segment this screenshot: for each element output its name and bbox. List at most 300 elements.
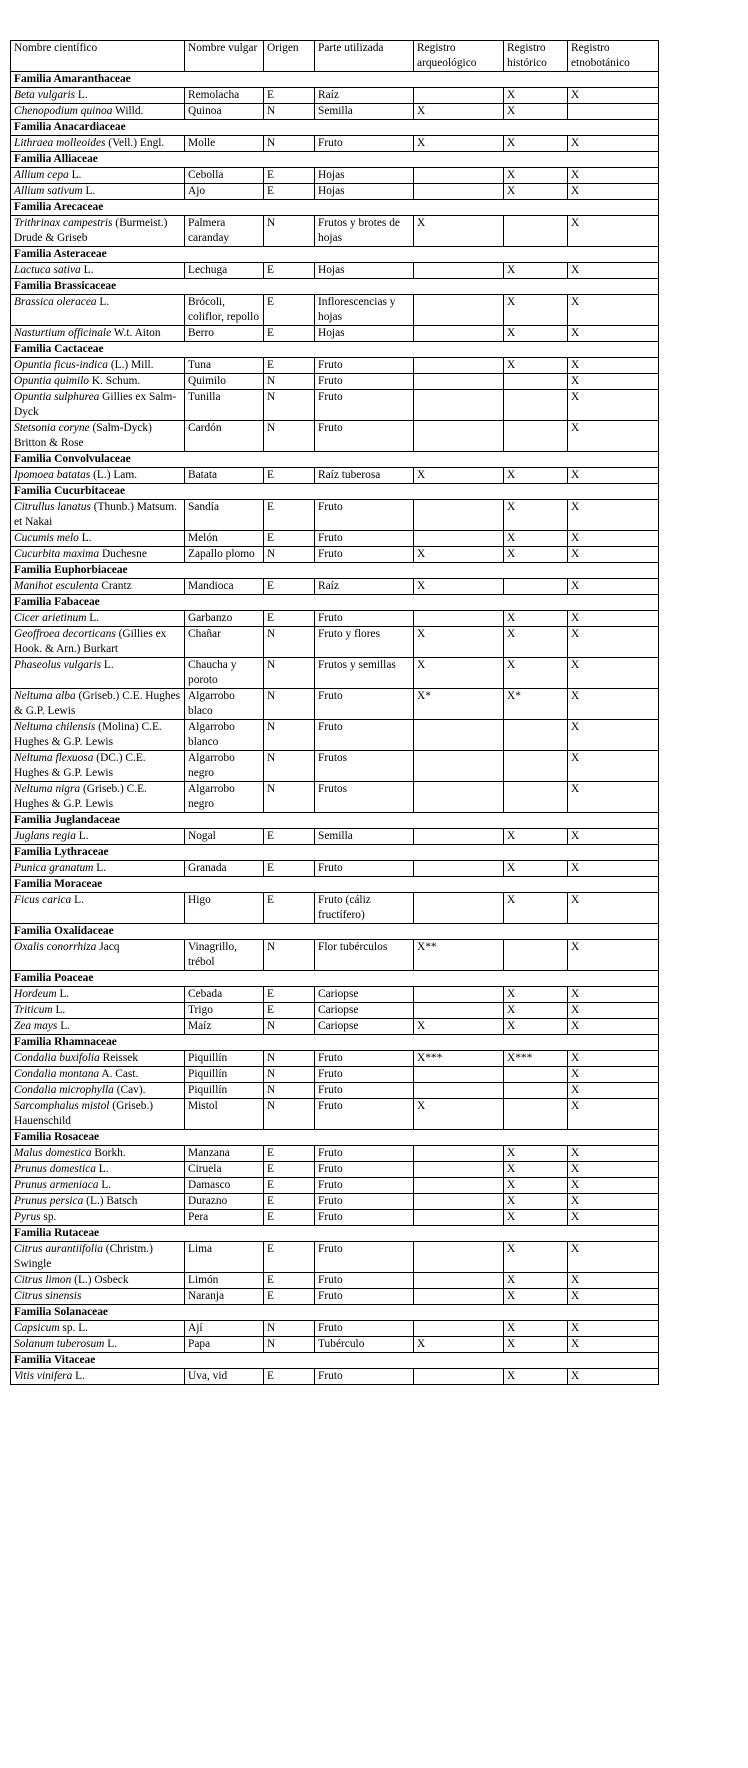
ethnobotanical-record: X (568, 547, 659, 563)
archaeological-record: X (414, 468, 504, 484)
family-name: Familia Asteraceae (11, 247, 659, 263)
ethnobotanical-record: X (568, 1210, 659, 1226)
author-name: L. (98, 1179, 112, 1191)
historical-record (504, 579, 568, 595)
scientific-name-cell (11, 1003, 185, 1019)
common-name: Lima (185, 1242, 264, 1273)
part-used: Fruto (315, 531, 414, 547)
table-row (11, 1273, 659, 1289)
table-row (11, 782, 659, 813)
family-name: Familia Vitaceae (11, 1353, 659, 1369)
origin: E (264, 1178, 315, 1194)
historical-record: X (504, 1146, 568, 1162)
common-name: Maíz (185, 1019, 264, 1035)
author-name: Reissek (99, 1052, 139, 1064)
author-name: A. Cast. (99, 1068, 139, 1080)
common-name: Trigo (185, 1003, 264, 1019)
common-name: Berro (185, 326, 264, 342)
ethnobotanical-record: X (568, 829, 659, 845)
scientific-name-cell (11, 689, 185, 720)
scientific-name-cell (11, 1146, 185, 1162)
origin: E (264, 829, 315, 845)
scientific-name-cell (11, 1210, 185, 1226)
scientific-name: Vitis vinifera (14, 1370, 73, 1382)
ethnobotanical-record: X (568, 1242, 659, 1273)
table-row (11, 1099, 659, 1130)
origin: N (264, 658, 315, 689)
ethnobotanical-record: X (568, 263, 659, 279)
part-used: Fruto (315, 1242, 414, 1273)
archaeological-record: X (414, 136, 504, 152)
scientific-name: Cucumis melo (14, 532, 79, 544)
origin: N (264, 720, 315, 751)
part-used: Fruto (315, 358, 414, 374)
scientific-name-cell (11, 940, 185, 971)
author-name: L. (57, 1020, 70, 1032)
common-name: Piquillín (185, 1067, 264, 1083)
ethnobotanical-record: X (568, 1067, 659, 1083)
historical-record (504, 421, 568, 452)
author-name: L. (75, 89, 88, 101)
part-used: Fruto (cáliz fructífero) (315, 893, 414, 924)
part-used: Fruto (315, 689, 414, 720)
archaeological-record: X*** (414, 1051, 504, 1067)
family-row (11, 563, 659, 579)
scientific-name: Opuntia sulphurea (14, 391, 100, 403)
author-name: Gillies ex Salm-Dyck (14, 391, 177, 418)
archaeological-record (414, 1162, 504, 1178)
header-cell: Registro etnobotánico (568, 41, 659, 72)
table-row (11, 1003, 659, 1019)
table-row (11, 611, 659, 627)
archaeological-record (414, 531, 504, 547)
archaeological-record (414, 1178, 504, 1194)
author-name: sp. (40, 1211, 57, 1223)
part-used: Fruto (315, 1289, 414, 1305)
common-name: Cebada (185, 987, 264, 1003)
scientific-name-cell (11, 547, 185, 563)
ethnobotanical-record: X (568, 1289, 659, 1305)
family-name: Familia Lythraceae (11, 845, 659, 861)
scientific-name: Geoffroea decorticans (14, 628, 116, 640)
table-row (11, 468, 659, 484)
scientific-name-cell (11, 782, 185, 813)
scientific-name: Oxalis conorrhiza (14, 941, 97, 953)
family-name: Familia Cactaceae (11, 342, 659, 358)
part-used: Hojas (315, 184, 414, 200)
author-name: (Vell.) Engl. (105, 137, 165, 149)
family-name: Familia Arecaceae (11, 200, 659, 216)
scientific-name: Ipomoea batatas (14, 469, 91, 481)
table-row (11, 295, 659, 326)
family-row (11, 72, 659, 88)
scientific-name-cell (11, 1337, 185, 1353)
archaeological-record (414, 720, 504, 751)
archaeological-record (414, 1321, 504, 1337)
historical-record (504, 390, 568, 421)
author-name: W.t. Aiton (111, 327, 161, 339)
historical-record (504, 1099, 568, 1130)
scientific-name-cell (11, 893, 185, 924)
scientific-name: Solanum tuberosum (14, 1338, 105, 1350)
archaeological-record (414, 421, 504, 452)
scientific-name: Hordeum (14, 988, 57, 1000)
common-name: Algarrobo negro (185, 782, 264, 813)
part-used: Inflorescencias y hojas (315, 295, 414, 326)
family-name: Familia Anacardiaceae (11, 120, 659, 136)
historical-record: X (504, 1019, 568, 1035)
scientific-name-cell (11, 987, 185, 1003)
origin: N (264, 1099, 315, 1130)
historical-record (504, 1067, 568, 1083)
part-used: Cariopse (315, 1019, 414, 1035)
ethnobotanical-record: X (568, 1178, 659, 1194)
ethnobotanical-record: X (568, 940, 659, 971)
part-used: Raíz (315, 579, 414, 595)
family-name: Familia Convolvulaceae (11, 452, 659, 468)
historical-record (504, 782, 568, 813)
part-used: Fruto (315, 1194, 414, 1210)
scientific-name: Punica granatum (14, 862, 94, 874)
archaeological-record (414, 1369, 504, 1385)
family-row (11, 877, 659, 893)
historical-record: X (504, 1273, 568, 1289)
historical-record: X (504, 358, 568, 374)
scientific-name-cell (11, 829, 185, 845)
origin: N (264, 940, 315, 971)
part-used: Fruto (315, 1099, 414, 1130)
archaeological-record (414, 88, 504, 104)
author-name: L. (71, 894, 84, 906)
archaeological-record (414, 782, 504, 813)
ethnobotanical-record: X (568, 88, 659, 104)
table-row (11, 627, 659, 658)
scientific-name: Condalia buxifolia (14, 1052, 100, 1064)
origin: E (264, 1003, 315, 1019)
author-name: (L.) Osbeck (71, 1274, 129, 1286)
scientific-name: Chenopodium quinoa (14, 105, 113, 117)
archaeological-record (414, 326, 504, 342)
common-name: Higo (185, 893, 264, 924)
family-name: Familia Fabaceae (11, 595, 659, 611)
table-row (11, 326, 659, 342)
ethnobotanical-record: X (568, 1083, 659, 1099)
author-name: K. Schum. (89, 375, 141, 387)
historical-record: X (504, 531, 568, 547)
origin: N (264, 1067, 315, 1083)
scientific-name-cell (11, 1194, 185, 1210)
author-name: L. (96, 296, 110, 308)
scientific-name: Prunus armeniaca (14, 1179, 99, 1191)
scientific-name: Allium cepa (14, 169, 69, 181)
ethnobotanical-record: X (568, 1369, 659, 1385)
historical-record: X (504, 88, 568, 104)
archaeological-record: X (414, 1099, 504, 1130)
part-used: Cariopse (315, 987, 414, 1003)
archaeological-record (414, 1067, 504, 1083)
author-name: (Burmeist.) Drude & Griseb (14, 217, 168, 244)
archaeological-record (414, 611, 504, 627)
table-row (11, 720, 659, 751)
table-row (11, 1067, 659, 1083)
origin: N (264, 547, 315, 563)
common-name: Mandioca (185, 579, 264, 595)
table-row (11, 1146, 659, 1162)
family-row (11, 813, 659, 829)
common-name: Ciruela (185, 1162, 264, 1178)
origin: E (264, 326, 315, 342)
origin: E (264, 88, 315, 104)
table-row (11, 531, 659, 547)
scientific-name-cell (11, 611, 185, 627)
scientific-name-cell (11, 1051, 185, 1067)
scientific-name-cell (11, 168, 185, 184)
common-name: Pera (185, 1210, 264, 1226)
author-name: L. (52, 1004, 66, 1016)
ethnobotanical-record: X (568, 689, 659, 720)
archaeological-record (414, 168, 504, 184)
ethnobotanical-record: X (568, 1162, 659, 1178)
ethnobotanical-record: X (568, 611, 659, 627)
archaeological-record (414, 861, 504, 877)
scientific-name: Trithrinax campestris (14, 217, 113, 229)
ethnobotanical-record: X (568, 579, 659, 595)
historical-record (504, 720, 568, 751)
author-name: Duchesne (99, 548, 147, 560)
table-row (11, 861, 659, 877)
scientific-name-cell (11, 1289, 185, 1305)
family-row (11, 1305, 659, 1321)
ethnobotanical-record: X (568, 374, 659, 390)
scientific-name: Triticum (14, 1004, 53, 1016)
scientific-name: Manihot esculenta (14, 580, 99, 592)
family-name: Familia Moraceae (11, 877, 659, 893)
archaeological-record (414, 751, 504, 782)
table-row (11, 987, 659, 1003)
historical-record: X (504, 1242, 568, 1273)
historical-record: X (504, 547, 568, 563)
origin: N (264, 104, 315, 120)
family-name: Familia Juglandaceae (11, 813, 659, 829)
scientific-name: Nasturtium officinale (14, 327, 112, 339)
part-used: Hojas (315, 263, 414, 279)
family-name: Familia Oxalidaceae (11, 924, 659, 940)
author-name: (L.) Batsch (83, 1195, 138, 1207)
ethnobotanical-record: X (568, 295, 659, 326)
archaeological-record: X (414, 1019, 504, 1035)
part-used: Fruto (315, 500, 414, 531)
common-name: Remolacha (185, 88, 264, 104)
historical-record: X (504, 1321, 568, 1337)
archaeological-record (414, 263, 504, 279)
scientific-name: Lactuca sativa (14, 264, 81, 276)
author-name: L. (68, 169, 82, 181)
table-row (11, 940, 659, 971)
historical-record (504, 216, 568, 247)
common-name: Ajo (185, 184, 264, 200)
ethnobotanical-record: X (568, 358, 659, 374)
origin: E (264, 168, 315, 184)
scientific-name: Condalia montana (14, 1068, 100, 1080)
scientific-name-cell (11, 1067, 185, 1083)
family-row (11, 452, 659, 468)
common-name: Molle (185, 136, 264, 152)
common-name: Vinagrillo, trébol (185, 940, 264, 971)
archaeological-record (414, 500, 504, 531)
scientific-name: Juglans regia (14, 830, 76, 842)
author-name: L. (75, 830, 89, 842)
scientific-name: Allium sativum (14, 185, 83, 197)
part-used: Hojas (315, 168, 414, 184)
table-row (11, 1083, 659, 1099)
common-name: Tuna (185, 358, 264, 374)
species-table (10, 40, 659, 1385)
author-name: Borkh. (91, 1147, 126, 1159)
author-name: L. (86, 612, 100, 624)
ethnobotanical-record: X (568, 1099, 659, 1130)
scientific-name-cell (11, 358, 185, 374)
common-name: Tunilla (185, 390, 264, 421)
table-row (11, 689, 659, 720)
common-name: Damasco (185, 1178, 264, 1194)
common-name: Algarrobo blaco (185, 689, 264, 720)
author-name: L. (78, 532, 92, 544)
scientific-name: Opuntia quimilo (14, 375, 89, 387)
table-row (11, 1162, 659, 1178)
common-name: Algarrobo negro (185, 751, 264, 782)
archaeological-record (414, 893, 504, 924)
table-row (11, 1289, 659, 1305)
part-used: Frutos (315, 751, 414, 782)
scientific-name-cell (11, 374, 185, 390)
part-used: Fruto (315, 1210, 414, 1226)
family-row (11, 845, 659, 861)
part-used: Flor tubérculos (315, 940, 414, 971)
scientific-name-cell (11, 1321, 185, 1337)
common-name: Palmera caranday (185, 216, 264, 247)
historical-record: X*** (504, 1051, 568, 1067)
common-name: Garbanzo (185, 611, 264, 627)
common-name: Manzana (185, 1146, 264, 1162)
table-row (11, 1369, 659, 1385)
ethnobotanical-record: X (568, 390, 659, 421)
scientific-name: Citrullus lanatus (14, 501, 91, 513)
archaeological-record: X** (414, 940, 504, 971)
part-used: Semilla (315, 829, 414, 845)
historical-record: X* (504, 689, 568, 720)
common-name: Nogal (185, 829, 264, 845)
ethnobotanical-record: X (568, 1051, 659, 1067)
scientific-name: Neltuma alba (14, 690, 76, 702)
ethnobotanical-record: X (568, 136, 659, 152)
archaeological-record (414, 1194, 504, 1210)
historical-record: X (504, 829, 568, 845)
part-used: Raíz tuberosa (315, 468, 414, 484)
table-row (11, 1242, 659, 1273)
ethnobotanical-record: X (568, 1019, 659, 1035)
historical-record: X (504, 468, 568, 484)
historical-record: X (504, 1289, 568, 1305)
origin: N (264, 390, 315, 421)
scientific-name-cell (11, 1178, 185, 1194)
archaeological-record: X (414, 658, 504, 689)
scientific-name-cell (11, 1273, 185, 1289)
header-cell: Nombre vulgar (185, 41, 264, 72)
part-used: Fruto (315, 1162, 414, 1178)
common-name: Lechuga (185, 263, 264, 279)
table-row (11, 751, 659, 782)
common-name: Limón (185, 1273, 264, 1289)
origin: E (264, 531, 315, 547)
family-row (11, 342, 659, 358)
author-name: (Cav). (113, 1084, 146, 1096)
family-row (11, 279, 659, 295)
scientific-name-cell (11, 136, 185, 152)
origin: E (264, 893, 315, 924)
author-name: L. (56, 988, 70, 1000)
author-name: sp. L. (59, 1322, 89, 1334)
common-name: Sandía (185, 500, 264, 531)
origin: N (264, 136, 315, 152)
archaeological-record (414, 1083, 504, 1099)
archaeological-record (414, 1289, 504, 1305)
author-name: Crantz (98, 580, 132, 592)
ethnobotanical-record: X (568, 627, 659, 658)
common-name: Zapallo plomo (185, 547, 264, 563)
scientific-name-cell (11, 751, 185, 782)
family-row (11, 1226, 659, 1242)
archaeological-record: X (414, 1337, 504, 1353)
archaeological-record (414, 1003, 504, 1019)
common-name: Quinoa (185, 104, 264, 120)
ethnobotanical-record: X (568, 1146, 659, 1162)
part-used: Frutos y brotes de hojas (315, 216, 414, 247)
scientific-name-cell (11, 88, 185, 104)
scientific-name-cell (11, 216, 185, 247)
historical-record: X (504, 326, 568, 342)
origin: E (264, 1194, 315, 1210)
author-name: L. (93, 862, 107, 874)
archaeological-record: X (414, 547, 504, 563)
family-row (11, 1130, 659, 1146)
part-used: Fruto (315, 1321, 414, 1337)
scientific-name: Sarcomphalus mistol (14, 1100, 110, 1112)
author-name: (Griseb.) Hauenschild (14, 1100, 154, 1127)
archaeological-record: X (414, 627, 504, 658)
scientific-name-cell (11, 1242, 185, 1273)
origin: E (264, 1369, 315, 1385)
scientific-name-cell (11, 295, 185, 326)
origin: N (264, 1321, 315, 1337)
table-row (11, 88, 659, 104)
archaeological-record (414, 184, 504, 200)
scientific-name: Malus domestica (14, 1147, 92, 1159)
scientific-name: Pyrus (14, 1211, 41, 1223)
family-row (11, 971, 659, 987)
historical-record: X (504, 1003, 568, 1019)
archaeological-record (414, 1146, 504, 1162)
scientific-name: Cicer arietinum (14, 612, 87, 624)
part-used: Raíz (315, 88, 414, 104)
origin: E (264, 1146, 315, 1162)
author-name: (Gillies ex Hook. & Arn.) Burkart (14, 628, 167, 655)
historical-record: X (504, 1194, 568, 1210)
table-row (11, 579, 659, 595)
scientific-name-cell (11, 1019, 185, 1035)
header-row (11, 41, 659, 72)
origin: N (264, 421, 315, 452)
origin: N (264, 689, 315, 720)
